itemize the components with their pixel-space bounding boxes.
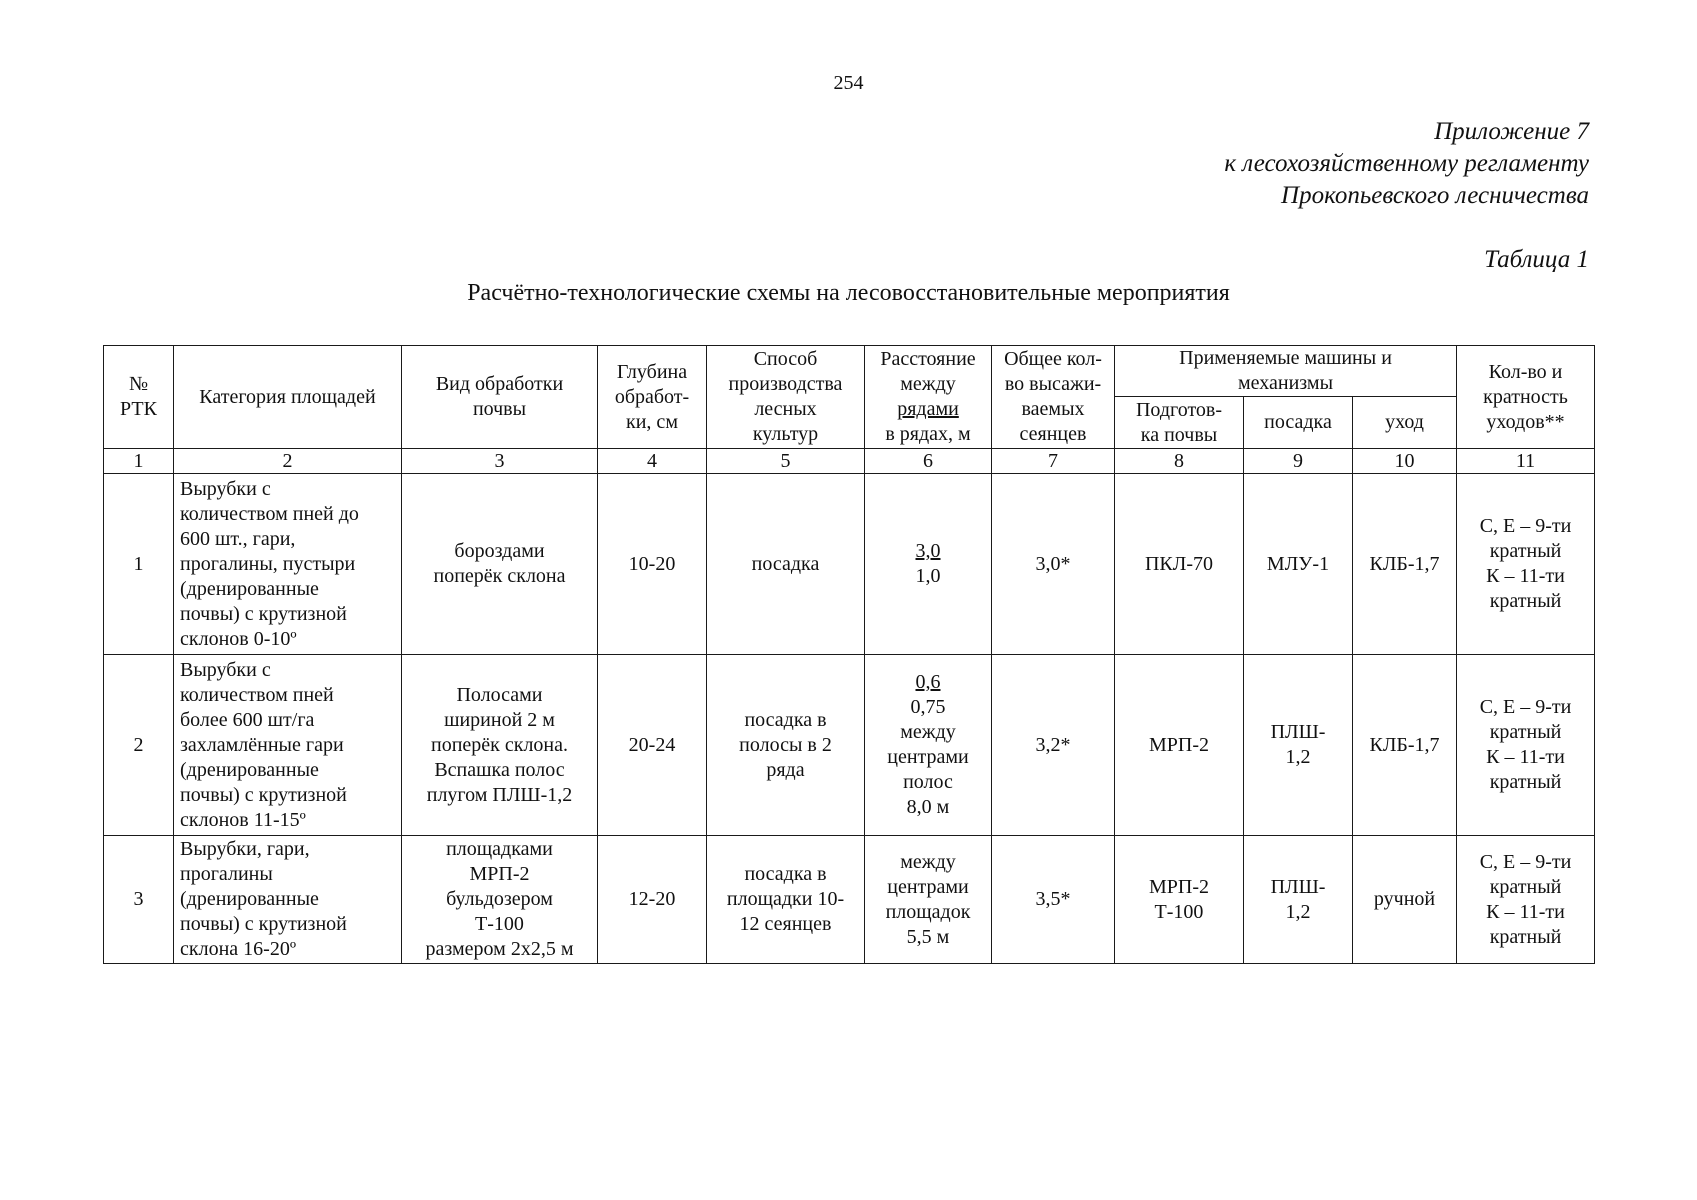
header-method-line-3: лесных — [754, 398, 817, 420]
column-number-4: 4 — [598, 449, 707, 474]
treatment-line: площадками — [446, 838, 553, 860]
header-planting: посадка — [1244, 397, 1353, 449]
care-count-line: кратный — [1489, 540, 1562, 562]
care-count-line: К – 11-ти — [1486, 565, 1565, 587]
cell-care: КЛБ-1,7 — [1353, 474, 1457, 655]
category-line: (дренированные — [180, 888, 319, 910]
header-rtk — [104, 346, 174, 449]
spacing-line: 8,0 м — [906, 796, 950, 818]
header-depth — [598, 346, 707, 449]
planting-line: ПЛШ- — [1270, 875, 1326, 898]
header-spacing-line-4: в рядах, м — [885, 423, 971, 445]
header-method-line-1: Способ — [753, 348, 818, 370]
header-seedlings-line-1: Общее кол- — [1004, 348, 1102, 370]
treatment-line: размером 2х2,5 м — [425, 938, 574, 960]
header-care-count-line-1: Кол-во и — [1488, 360, 1563, 383]
appendix-line-2: к лесохозяйственному регламенту — [1224, 150, 1589, 177]
header-care: уход — [1353, 397, 1457, 449]
header-care-count — [1457, 346, 1595, 449]
prep-line: ПКЛ-70 — [1144, 552, 1213, 575]
category-line: Вырубки с — [180, 477, 271, 500]
header-treatment-line-1: Вид обработки — [435, 373, 564, 395]
header-seedlings-line-2: во высажи- — [1004, 373, 1102, 395]
header-seedlings — [992, 346, 1115, 449]
method-line: посадка — [751, 552, 820, 575]
method-line: посадка в — [744, 708, 827, 731]
column-number-5: 5 — [707, 449, 865, 474]
spacing-line: центрами — [887, 746, 969, 768]
category-line: склонов 11-15º — [180, 808, 306, 831]
column-number-11: 11 — [1457, 449, 1595, 474]
treatment-line: Т-100 — [475, 913, 524, 935]
cell-depth: 10-20 — [598, 474, 707, 655]
category-line: Вырубки с — [180, 658, 271, 681]
cell-care-count — [1457, 474, 1595, 655]
cell-care-count — [1457, 836, 1595, 964]
header-spacing — [865, 346, 992, 449]
prep-line: МРП-2 — [1148, 875, 1209, 898]
method-line: полосы в 2 — [739, 733, 832, 756]
treatment-line: поперёк склона. — [430, 733, 569, 756]
header-prep — [1115, 397, 1244, 449]
spacing-line: центрами — [887, 875, 969, 898]
care-count-line: С, Е – 9-ти — [1479, 850, 1572, 873]
header-rtk-line-1: № — [128, 373, 149, 395]
table-row — [104, 655, 1595, 836]
cell-rtk-number: 2 — [104, 655, 174, 836]
category-line: склонов 0-10º — [180, 627, 297, 650]
care-count-line: кратный — [1489, 925, 1562, 948]
category-line: прогалины, пустыри — [180, 552, 356, 575]
cell-category — [174, 474, 402, 655]
care-count-line: К – 11-ти — [1486, 900, 1565, 923]
page-number: 254 — [833, 72, 864, 94]
appendix-line-1: Приложение 7 — [1434, 118, 1589, 145]
cell-care-count — [1457, 655, 1595, 836]
method-line: посадка в — [744, 863, 827, 885]
category-line: склона 16-20º — [180, 938, 297, 960]
spacing-line: между — [900, 721, 956, 743]
cell-spacing — [865, 655, 992, 836]
column-number-8: 8 — [1115, 449, 1244, 474]
spacing-line: полос — [903, 771, 953, 793]
table-row — [104, 836, 1595, 964]
cell-method — [707, 655, 865, 836]
cell-rtk-number: 1 — [104, 474, 174, 655]
category-line: почвы) с крутизной — [180, 913, 347, 935]
care-count-line: кратный — [1489, 875, 1562, 898]
column-number-3: 3 — [402, 449, 598, 474]
cell-spacing — [865, 474, 992, 655]
header-machines-line-2: механизмы — [1238, 372, 1334, 394]
header-care-count-line-2: кратность — [1483, 385, 1568, 408]
header-seedlings-line-4: сеянцев — [1019, 423, 1087, 445]
cell-category — [174, 655, 402, 836]
category-line: 600 шт., гари, — [180, 527, 296, 550]
column-numbers-row — [104, 449, 1595, 474]
cell-depth: 12-20 — [598, 836, 707, 964]
cell-planting — [1244, 836, 1353, 964]
header-machines-line-1: Применяемые машины и — [1179, 347, 1392, 369]
category-line: (дренированные — [180, 577, 319, 600]
treatment-line: бульдозером — [446, 888, 553, 910]
treatment-line: МРП-2 — [469, 863, 530, 885]
method-line: 12 сеянцев — [739, 913, 832, 935]
spacing-line: между — [900, 850, 956, 873]
rtk-table — [103, 345, 1595, 964]
care-count-line: кратный — [1489, 721, 1562, 743]
cell-care: ручной — [1353, 836, 1457, 964]
cell-prep — [1115, 474, 1244, 655]
spacing-line: 5,5 м — [906, 925, 950, 948]
cell-treatment — [402, 836, 598, 964]
column-number-9: 9 — [1244, 449, 1353, 474]
cell-method — [707, 836, 865, 964]
header-treatment-line-2: почвы — [472, 398, 527, 420]
header-care-count-line-3: уходов** — [1486, 410, 1565, 433]
spacing-line: 0,75 — [910, 696, 946, 718]
column-number-7: 7 — [992, 449, 1115, 474]
category-line: захламлённые гари — [180, 733, 344, 756]
cell-rtk-number: 3 — [104, 836, 174, 964]
treatment-line: Вспашка полос — [434, 758, 565, 781]
header-row-1 — [104, 346, 1595, 397]
spacing-between-rows: 3,0 — [915, 540, 941, 562]
cell-treatment — [402, 474, 598, 655]
prep-line: Т-100 — [1154, 900, 1204, 923]
header-seedlings-line-3: ваемых — [1021, 398, 1085, 420]
treatment-line: Полосами — [456, 683, 543, 706]
header-method — [707, 346, 865, 449]
spacing-line: площадок — [885, 900, 971, 923]
header-depth-line-2: обработ- — [614, 385, 690, 408]
header-spacing-line-3: рядами — [897, 398, 959, 420]
category-line: почвы) с крутизной — [180, 783, 347, 806]
header-treatment — [402, 346, 598, 449]
table-label: Таблица 1 — [1484, 246, 1589, 273]
category-line: (дренированные — [180, 758, 319, 781]
treatment-line: плугом ПЛШ-1,2 — [426, 783, 573, 806]
prep-line: МРП-2 — [1148, 733, 1209, 756]
cell-category — [174, 836, 402, 964]
category-line: количеством пней — [180, 683, 334, 706]
cell-depth: 20-24 — [598, 655, 707, 836]
care-count-line: С, Е – 9-ти — [1479, 696, 1572, 718]
care-count-line: кратный — [1489, 771, 1562, 793]
cell-treatment — [402, 655, 598, 836]
header-prep-line-2: ка почвы — [1140, 423, 1218, 446]
category-line: прогалины — [180, 863, 273, 885]
column-number-2: 2 — [174, 449, 402, 474]
category-line: Вырубки, гари, — [180, 838, 310, 860]
header-prep-line-1: Подготов- — [1135, 398, 1223, 421]
column-number-1: 1 — [104, 449, 174, 474]
method-line: ряда — [766, 758, 805, 781]
treatment-line: шириной 2 м — [444, 708, 555, 731]
header-rtk-line-2: РТК — [120, 398, 157, 420]
column-number-10: 10 — [1353, 449, 1457, 474]
cell-prep — [1115, 655, 1244, 836]
cell-method — [707, 474, 865, 655]
treatment-line: поперёк склона — [433, 565, 566, 587]
spacing-line: 1,0 — [915, 565, 941, 587]
care-count-line: С, Е – 9-ти — [1479, 515, 1572, 537]
header-method-line-2: производства — [728, 373, 843, 395]
cell-care: КЛБ-1,7 — [1353, 655, 1457, 836]
header-category: Категория площадей — [174, 346, 402, 449]
cell-spacing — [865, 836, 992, 964]
planting-line: МЛУ-1 — [1266, 552, 1330, 575]
header-machines — [1115, 346, 1457, 397]
category-line: количеством пней до — [180, 502, 359, 525]
cell-planting — [1244, 474, 1353, 655]
header-method-line-4: культур — [752, 423, 819, 445]
care-count-line: К – 11-ти — [1486, 746, 1565, 768]
method-line: площадки 10- — [726, 888, 845, 910]
spacing-between-rows: 0,6 — [915, 671, 941, 693]
category-line: более 600 шт/га — [180, 708, 315, 731]
planting-line: 1,2 — [1285, 900, 1311, 923]
header-spacing-line-1: Расстояние — [880, 348, 976, 370]
appendix-header — [1224, 116, 1589, 212]
column-number-6: 6 — [865, 449, 992, 474]
planting-line: ПЛШ- — [1270, 721, 1326, 743]
care-count-line: кратный — [1489, 590, 1562, 612]
table-title: Расчётно-технологические схемы на лесовосстановительные мероприятия — [467, 280, 1230, 306]
appendix-line-3: Прокопьевского лесничества — [1281, 182, 1589, 209]
planting-line: 1,2 — [1285, 746, 1311, 768]
header-depth-line-3: ки, см — [626, 410, 678, 433]
cell-seedlings: 3,0* — [992, 474, 1115, 655]
treatment-line: бороздами — [454, 540, 545, 562]
header-spacing-line-2: между — [900, 373, 956, 395]
cell-prep — [1115, 836, 1244, 964]
header-depth-line-1: Глубина — [616, 360, 688, 383]
category-line: почвы) с крутизной — [180, 602, 347, 625]
cell-seedlings: 3,5* — [992, 836, 1115, 964]
cell-planting — [1244, 655, 1353, 836]
table-row — [104, 474, 1595, 655]
cell-seedlings: 3,2* — [992, 655, 1115, 836]
